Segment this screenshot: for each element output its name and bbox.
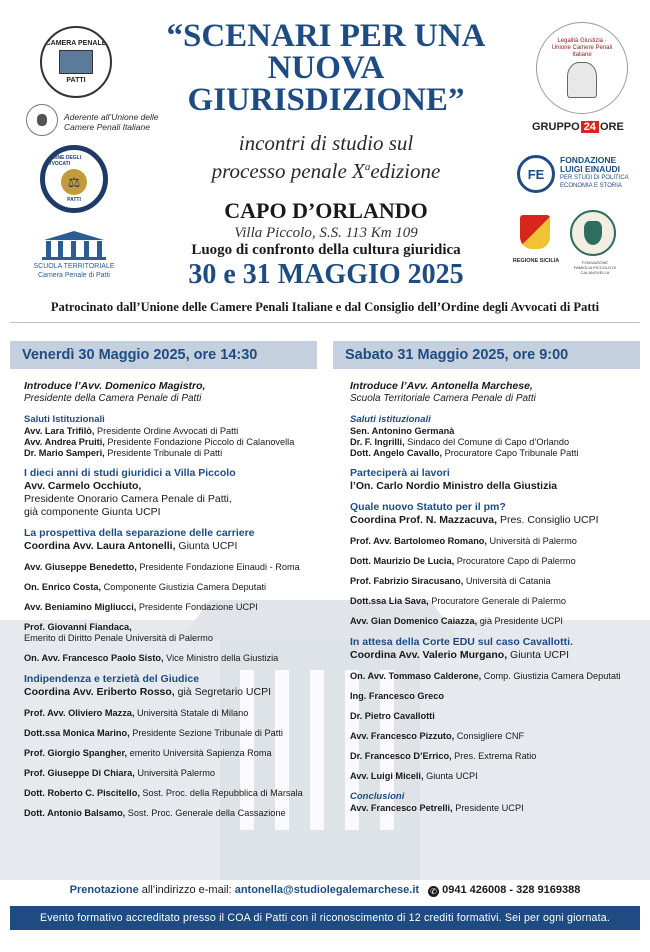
day1-section3-lead [24,686,324,699]
scuola-territoriale-logo [36,230,112,260]
speaker-name: Sen. Antonino Germanà [350,426,455,436]
speaker-name: Dott.ssa Monica Marino, [24,728,130,738]
speaker-row [24,768,324,779]
temple-icon [36,230,112,260]
speaker-row [350,616,645,627]
day1-section1-title: I dieci anni di studi giuridici a Villa Piccolo [24,467,236,479]
camera-penale-logo-bottom-text: PATTI [66,77,86,84]
speaker-role: Sindaco del Comune di Capo d’Orlando [404,437,570,447]
speaker-role: Procuratore Generale di Palermo [428,596,567,606]
fondazione-einaudi-text [560,156,629,190]
fondazione-line1: FONDAZIONE [560,155,617,165]
regione-sicilia-emblem [520,215,550,249]
accreditation-footer: Evento formativo accreditato presso il COA di Patti con il riconoscimento di 12 crediti formativi. Sei per ogni giornata. [10,906,640,930]
day1-saluti-item [24,426,324,437]
fondazione-line3: PER STUDI DI POLITICA [560,175,629,181]
speaker-role: Università Palermo [134,768,215,778]
fondazione-piccolo-emblem [570,210,616,256]
day2-saluti-title: Saluti istituzionali [350,414,431,425]
booking-text: all’indirizzo e-mail: [138,884,235,896]
day1-section2-lead [24,540,324,553]
coordinator-role: Giunta UCPI [175,540,238,552]
day2-conclusions-title: Conclusioni [350,791,405,802]
day1-section2-title: La prospettiva della separazione delle carriere [24,527,255,539]
booking-line [0,884,650,897]
scales-icon: ⚖ [61,169,87,195]
speaker-row [24,808,324,819]
day2-section1-lead: l’On. Carlo Nordio Ministro della Giustizia [350,480,558,492]
speaker-row [24,708,324,719]
speaker-row [24,788,324,799]
piccolo-line2: FAMIGLIA PICCOLO DI CALANOVELLA [573,265,617,275]
speaker-role: Comp. Giustizia Camera Deputati [481,671,621,681]
divider [10,322,640,323]
speaker-row [24,622,324,633]
speaker-role: Presidente Sezione Tribunale di Patti [129,728,283,738]
booking-phones: 0941 426008 - 328 9169388 [442,884,581,896]
subtitle-line2-tail: edizione [370,159,441,183]
regione-sicilia-text: REGIONE SICILIA [512,258,560,264]
speaker-role: Componente Giustizia Camera Deputati [101,582,267,592]
day2-saluti-item [350,448,645,459]
speaker-role: Presidente Fondazione Einaudi - Roma [136,562,300,572]
speaker-role: Università Statale di Milano [134,708,249,718]
speaker-name: Dr. F. Ingrilli, [350,437,405,447]
speaker-role: Presidente Ordine Avvocati di Patti [94,426,239,436]
speaker-row [350,803,645,814]
day1-section1-lead: Avv. Carmelo Occhiuto, [24,480,142,492]
day2-intro: Introduce l’Avv. Antonella Marchese, [350,380,533,392]
speaker-name: Dr. Mario Samperi, [24,448,105,458]
speaker-name: Dr. Pietro Cavallotti [350,711,435,721]
ordine-logo-city: PATTI [67,197,81,203]
speaker-row [350,576,645,587]
fondazione-line4: ECONOMIA E STORIA [560,183,622,189]
event-dates: 30 e 31 MAGGIO 2025 [188,259,464,290]
speaker-row [350,751,645,762]
speaker-role: Presidente Fondazione Piccolo di Calanovella [104,437,295,447]
speaker-name: Avv. Andrea Pruiti, [24,437,105,447]
ucpi-ring-text: Legalità Giustizia · Unione Camere Penali Italiane [551,38,613,58]
speaker-row [350,771,645,782]
speaker-row [24,562,324,573]
speaker-row [350,596,645,607]
speaker-role: emerito Università Sapienza Roma [127,748,272,758]
speaker-name: Avv. Giuseppe Benedetto, [24,562,137,572]
gruppo-box: 24 [581,121,599,133]
day2-saluti-item [350,437,645,448]
speaker-row [350,711,645,722]
subtitle-superscript: a [364,161,371,173]
speaker-name: Avv. Gian Domenico Caiazza, [350,616,478,626]
ucpi-member-line1: Aderente all’Unione delle [64,112,159,122]
day1-section1-line2: Presidente Onorario Camera Penale di Patti, [24,493,232,505]
day2-section2-title: Quale nuovo Statuto per il pm? [350,501,506,513]
speaker-name: Avv. Lara Trifilò, [24,426,95,436]
speaker-role: Procuratore Capo Tribunale Patti [442,448,579,458]
day2-section1-title: Parteciperà ai lavori [350,467,450,479]
speaker-role: Sost. Proc. della Repubblica di Marsala [139,788,303,798]
event-title: “SCENARI PER UNA NUOVA GIURISDIZIONE” [166,18,486,118]
ordine-avvocati-patti-logo [40,145,108,213]
day1-header: Venerdì 30 Maggio 2025, ore 14:30 [10,341,317,369]
patronage-line: Patrocinato dall’Unione delle Camere Penali Italiane e dal Consiglio dell’Ordine degli Avvocati di Patti [50,300,600,314]
fondazione-mark: FE [527,166,545,182]
piccolo-line1: FONDAZIONE [581,260,609,265]
phone-icon: ✆ [428,886,439,897]
speaker-row [24,602,324,613]
scuola-line2: Camera Penale di Patti [38,272,110,279]
speaker-name: Dott. Maurizio De Lucia, [350,556,455,566]
ordine-logo-text: ORDINE DEGLI AVVOCATI [45,155,82,167]
gruppo-suffix: ORE [599,121,624,133]
fondazione-piccolo-text [560,260,630,275]
speaker-row [350,556,645,567]
day1-section1-line3: già componente Giunta UCPI [24,506,161,518]
speaker-row [350,671,645,682]
speaker-role: Consigliere CNF [454,731,525,741]
day2-section3-lead [350,649,645,662]
day2-section3-title: In attesa della Corte EDU sul caso Cavallotti. [350,636,573,648]
speaker-name: Prof. Giorgio Spangher, [24,748,128,758]
speaker-role: Procuratore Capo di Palermo [454,556,576,566]
speaker-name: Dott. Angelo Cavallo, [350,448,443,458]
coordinator-name: Coordina Avv. Valerio Murgano, [350,649,508,661]
coordinator-role: già Segretario UCPI [174,686,272,698]
camera-penale-logo-top-text: CAMERA PENALE [45,40,107,47]
speaker-name: Prof. Avv. Bartolomeo Romano, [350,536,487,546]
speaker-role: Presidente Fondazione UCPI [136,602,258,612]
speaker-name: Prof. Fabrizio Siracusano, [350,576,464,586]
coordinator-name: Coordina Avv. Laura Antonelli, [24,540,176,552]
day2-header: Sabato 31 Maggio 2025, ore 9:00 [333,341,640,369]
portrait-icon [567,62,597,98]
speaker-name: On. Avv. Francesco Paolo Sisto, [24,653,164,663]
speaker-name: Dr. Francesco D’Errico, [350,751,452,761]
speaker-name: On. Enrico Costa, [24,582,102,592]
subtitle-line2 [150,155,502,183]
ucpi-logo [536,22,628,114]
subtitle-line1: incontri di studio sul [238,131,414,155]
day2-program [350,380,645,814]
fondazione-line2: LUIGI EINAUDI [560,164,620,174]
day1-section3-title: Indipendenza e terzietà del Giudice [24,673,200,685]
event-motto: Luogo di confronto della cultura giuridica [191,242,461,258]
speaker-role: Università di Catania [463,576,551,586]
subtitle-line2-text: processo penale X [211,159,365,183]
event-city: CAPO D’ORLANDO [224,198,428,223]
speaker-name: Prof. Giuseppe Di Chiara, [24,768,135,778]
coordinator-name: Coordina Avv. Eriberto Rosso, [24,686,175,698]
speaker-row [24,653,324,664]
booking-label: Prenotazione [69,884,139,896]
gruppo-24-ore-logo [532,121,624,133]
speaker-role: Presidente Tribunale di Patti [104,448,223,458]
scuola-line1: SCUOLA TERRITORIALE [33,263,115,270]
speaker-name: Avv. Francesco Petrelli, [350,803,453,813]
speaker-role: Emerito di Diritto Penale Università di Palermo [24,633,213,643]
day1-program [24,380,324,819]
day1-intro: Introduce l’Avv. Domenico Magistro, [24,380,206,392]
event-venue: Villa Piccolo, S.S. 113 Km 109 [234,225,418,241]
speaker-role: Giunta UCPI [423,771,478,781]
speaker-name: Avv. Beniamino Migliucci, [24,602,137,612]
event-subtitle [150,131,502,183]
speaker-row [24,728,324,739]
speaker-name: Dott.ssa Lia Sava, [350,596,429,606]
speaker-role: Pres. Extrema Ratio [451,751,537,761]
speaker-row [24,748,324,759]
ucpi-member-emblem [26,104,58,136]
speaker-role: Università di Palermo [486,536,577,546]
ucpi-member-line2: Camere Penali Italiane [64,122,150,132]
speaker-name: Prof. Giovanni Fiandaca, [24,622,132,632]
speaker-row [24,582,324,593]
speaker-role: Presidente UCPI [452,803,524,813]
day1-saluti-item [24,437,324,448]
camera-penale-patti-logo [40,26,112,98]
speaker-role: Sost. Proc. Generale della Cassazione [125,808,286,818]
speaker-name: Dott. Roberto C. Piscitello, [24,788,140,798]
day1-intro-sub: Presidente della Camera Penale di Patti [24,393,202,404]
ucpi-member-text [64,112,159,132]
coordinator-name: Coordina Prof. N. Mazzacuva, [350,514,498,526]
gruppo-prefix: GRUPPO [532,121,580,133]
day1-saluti-title: Saluti Istituzionali [24,414,105,425]
speaker-role: già Presidente UCPI [477,616,563,626]
coordinator-role: Pres. Consiglio UCPI [497,514,599,526]
day2-saluti-item [350,426,645,437]
scuola-territoriale-text [26,262,122,280]
speaker-name: Dott. Antonio Balsamo, [24,808,126,818]
speaker-name: Ing. Francesco Greco [350,691,444,701]
speaker-name: Avv. Luigi Miceli, [350,771,424,781]
speaker-row [350,536,645,547]
booking-email-link[interactable]: antonella@studiolegalemarchese.it [234,884,420,896]
speaker-name: Prof. Avv. Oliviero Mazza, [24,708,135,718]
day2-intro-sub: Scuola Territoriale Camera Penale di Patti [350,393,536,404]
speaker-role: Vice Ministro della Giustizia [163,653,279,663]
fondazione-einaudi-emblem [517,155,555,193]
coordinator-role: Giunta UCPI [507,649,569,661]
speaker-name: Avv. Francesco Pizzuto, [350,731,455,741]
speaker-name: On. Avv. Tommaso Calderone, [350,671,482,681]
day2-section2-lead [350,514,645,527]
day1-saluti-item [24,448,324,459]
speaker-row [350,731,645,742]
speaker-row [350,691,645,702]
